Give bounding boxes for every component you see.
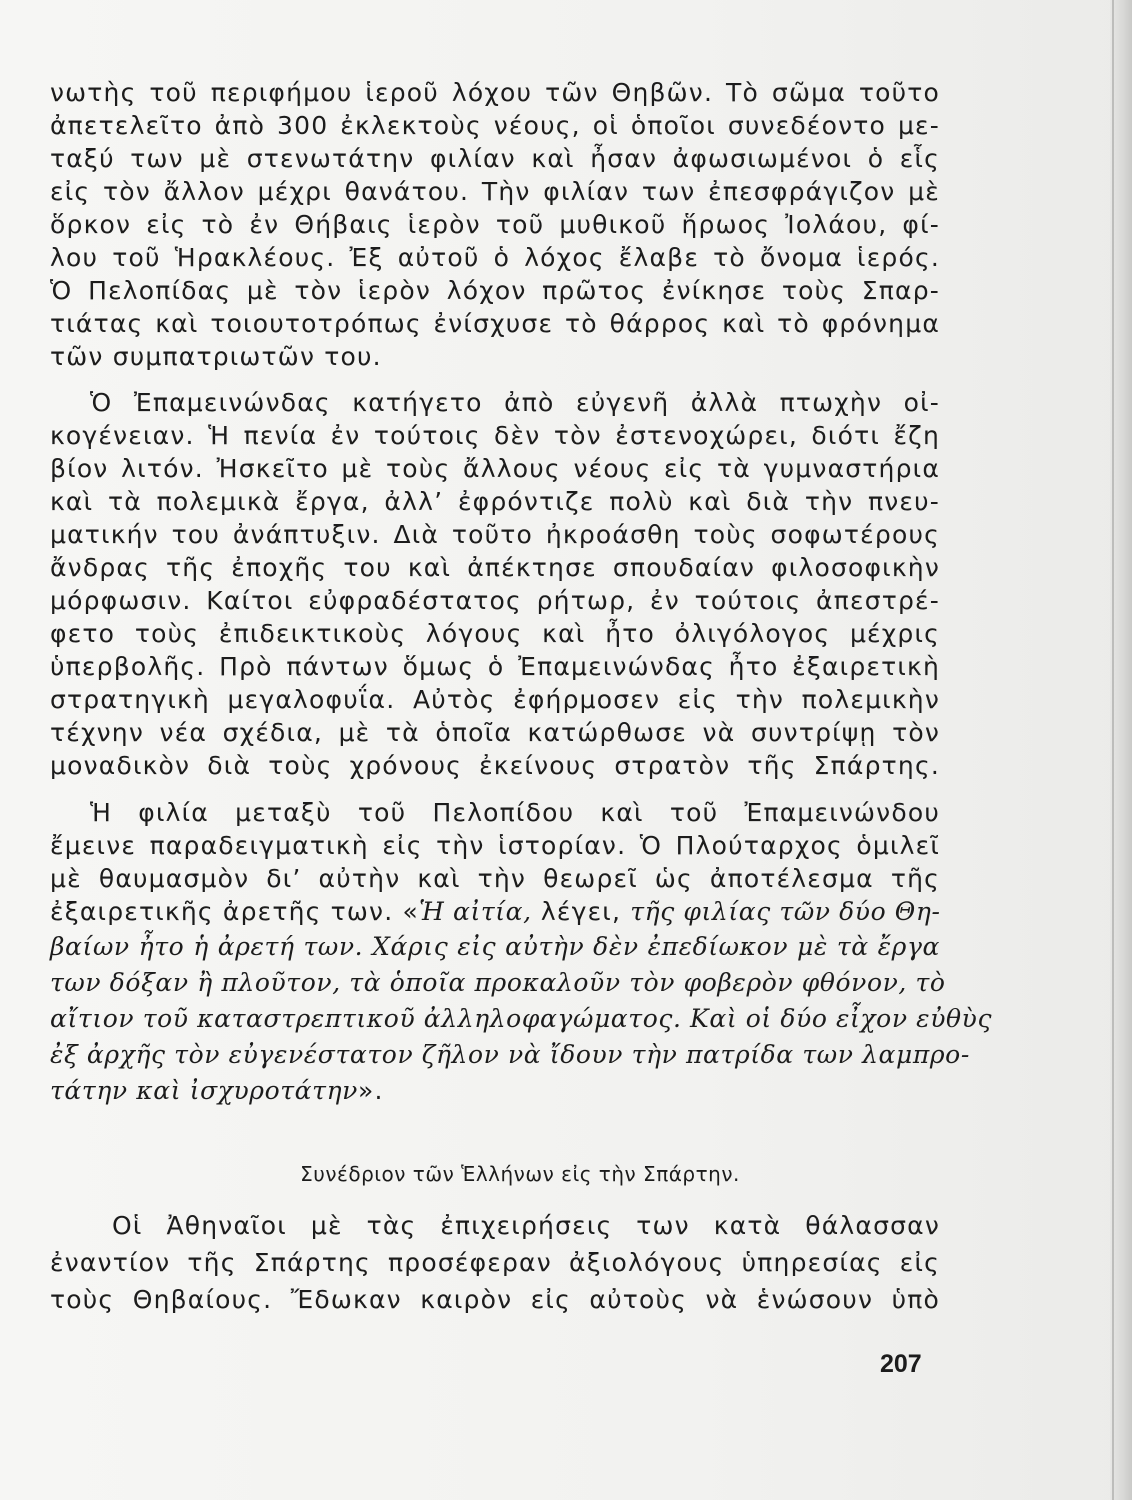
text-line: ταξύ των μὲ στενωτάτην φιλίαν καὶ ἦσαν ἀφωσιωμένοι ὁ εἷς [50,144,940,173]
quote-italic: τῆς φιλίας τῶν δύο Θη- [630,897,941,926]
text-line: ὑπερβολῆς. Πρὸ πάντων ὅμως ὁ Ἐπαμεινώνδας ἦτο ἐξαιρετικὴ [50,652,940,681]
quote-line: ἐξ ἀρχῆς τὸν εὐγενέστατον ζῆλον νὰ ἴδουν τὴν πατρίδα των λαμπρο- [50,1040,970,1069]
paragraph-first-line: Ἡ φιλία μεταξὺ τοῦ Πελοπίδου καὶ τοῦ Ἐπαμεινώνδου [90,798,940,827]
paragraph-first-line: Ὁ Ἐπαμεινώνδας κατήγετο ἀπὸ εὐγενῆ ἀλλὰ πτωχὴν οἰ- [90,388,940,417]
text-line: ἐναντίον τῆς Σπάρτης προσέφεραν ἀξιολόγους ὑπηρεσίας εἰς [50,1248,940,1277]
text-line: λου τοῦ Ἡρακλέους. Ἐξ αὐτοῦ ὁ λόχος ἔλαβε τὸ ὄνομα ἱερός. [50,243,940,272]
text-line: βίον λιτόν. Ἠσκεῖτο μὲ τοὺς ἄλλους νέους εἰς τὰ γυμναστήρια [50,454,940,483]
quote-line: βαίων ἦτο ἡ ἀρετή των. Χάρις εἰς αὐτὴν δὲν ἐπεδίωκον μὲ τὰ ἔργα [50,932,940,961]
text-line: φετο τοὺς ἐπιδεικτικοὺς λόγους καὶ ἦτο ὀλιγόλογος μέχρις [50,619,940,648]
text-line: στρατηγικὴ μεγαλοφυΐα. Αὐτὸς ἐφήρμοσεν εἰς τὴν πολεμικὴν [50,685,940,714]
section-heading: Συνέδριον τῶν Ἑλλήνων εἰς τὴν Σπάρτην. [300,1162,740,1186]
quote-last-line [50,1078,940,1103]
text-line: καὶ τὰ πολεμικὰ ἔργα, ἀλλ’ ἐφρόντιζε πολὺ καὶ διὰ τὴν πνευ- [50,487,940,516]
text-line: μὲ θαυμασμὸν δι’ αὐτὴν καὶ τὴν θεωρεῖ ὡς ἀποτέλεσμα τῆς [50,864,940,893]
text-line: ἔμεινε παραδειγματικὴ εἰς τὴν ἱστορίαν. Ὁ Πλούταρχος ὁμιλεῖ [50,831,940,860]
quote-line: αἴτιον τοῦ καταστρεπτικοῦ ἀλληλοφαγώματος. Καὶ οἱ δύο εἶχον εὐθὺς [50,1004,993,1033]
quote-close: ». [357,1076,384,1105]
text-line: μοναδικὸν διὰ τοὺς χρόνους ἐκείνους στρατὸν τῆς Σπάρτης. [50,751,940,780]
text-line: τοὺς Θηβαίους. Ἔδωκαν καιρὸν εἰς αὐτοὺς νὰ ἑνώσουν ὑπὸ [50,1285,940,1314]
text-line: τῶν συμπατριωτῶν του. [50,342,382,371]
text-line: ἄνδρας τῆς ἐποχῆς του καὶ ἀπέκτησε σπουδαίαν φιλοσοφικὴν [50,553,940,582]
text-line: εἰς τὸν ἄλλον μέχρι θανάτου. Τὴν φιλίαν των ἐπεσφράγιζον μὲ [50,177,940,206]
text-line: τέχνην νέα σχέδια, μὲ τὰ ὁποῖα κατώρθωσε νὰ συντρίψῃ τὸν [50,718,940,747]
text-line: ἀπετελεῖτο ἀπὸ 300 ἐκλεκτοὺς νέους, οἱ ὁποῖοι συνεδέοντο με- [50,111,940,140]
mixed-line [50,899,940,924]
page-number: 207 [880,1350,922,1378]
text-line: ματικήν του ἀνάπτυξιν. Διὰ τοῦτο ἠκροάσθη τοὺς σοφωτέρους [50,520,940,549]
plain-text: λέγει, [531,897,631,926]
text-line: Ὁ Πελοπίδας μὲ τὸν ἱερὸν λόχον πρῶτος ἐνίκησε τοὺς Σπαρ- [50,276,940,305]
page-binding-line [1112,0,1114,1500]
text-line: ὅρκον εἰς τὸ ἐν Θήβαις ἱερὸν τοῦ μυθικοῦ ἥρωος Ἰολάου, φί- [50,210,940,239]
quote-line: των δόξαν ἢ πλοῦτον, τὰ ὁποῖα προκαλοῦν τὸν φοβερὸν φθόνον, τὸ [50,968,946,997]
text-line: νωτὴς τοῦ περιφήμου ἱεροῦ λόχου τῶν Θηβῶν. Τὸ σῶμα τοῦτο [50,78,940,107]
quote-italic: Ἡ αἰτία, [419,897,532,926]
paragraph-first-line: Οἱ Ἀθηναῖοι μὲ τὰς ἐπιχειρήσεις των κατὰ θάλασσαν [112,1211,940,1240]
text-line: μόρφωσιν. Καίτοι εὐφραδέστατος ρήτωρ, ἐν τούτοις ἀπεστρέ- [50,586,940,615]
plain-text: ἐξαιρετικῆς ἀρετῆς των. « [50,897,420,926]
text-line: τιάτας καὶ τοιουτοτρόπως ἐνίσχυσε τὸ θάρρος καὶ τὸ φρόνημα [50,309,940,338]
quote-italic: τάτην καὶ ἰσχυροτάτην [50,1076,358,1105]
text-line: κογένειαν. Ἡ πενία ἐν τούτοις δὲν τὸν ἐστενοχώρει, διότι ἔζη [50,421,940,450]
